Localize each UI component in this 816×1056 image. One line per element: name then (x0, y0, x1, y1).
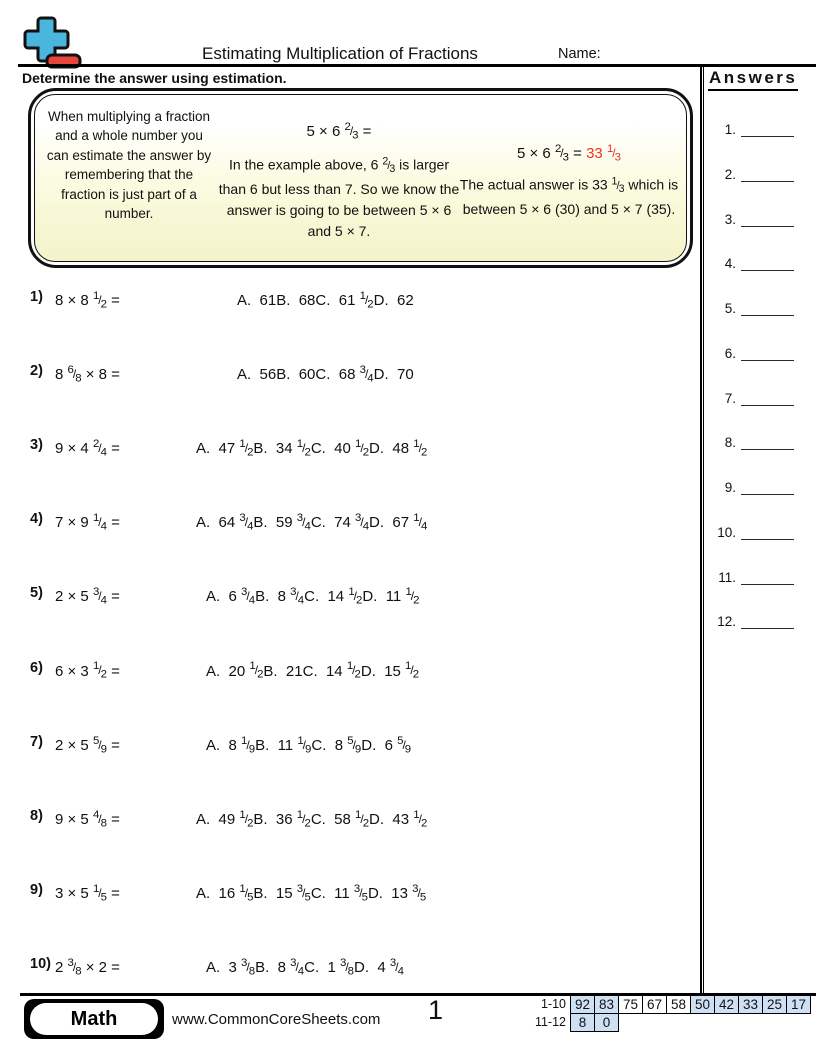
answer-blank-line (741, 478, 794, 495)
choice-value: 67 $^1$/4 (392, 512, 428, 533)
fraction: $^1$/2 (92, 290, 107, 311)
fraction: $^1$/2 (296, 808, 311, 829)
answer-slot (706, 298, 794, 316)
choice-label: A. (196, 810, 219, 828)
fraction: $^1$/2 (92, 660, 107, 681)
score-table (522, 995, 811, 1032)
choice-value: 14 $^1$/2 (325, 660, 361, 681)
fraction: $^1$/2 (296, 438, 311, 459)
question-row (0, 950, 700, 996)
fraction: $^3$/4 (92, 586, 107, 607)
answers-heading: Answers (708, 68, 798, 91)
answer-slot (706, 432, 794, 450)
choice-list (237, 357, 414, 391)
fraction: $^1$/2 (249, 660, 264, 681)
choice-value: 15 $^1$/2 (384, 660, 420, 681)
choice-label: A. (196, 440, 219, 458)
score-cell: 83 (594, 995, 619, 1014)
question-number: 6) (30, 659, 43, 676)
choice-option (367, 882, 427, 903)
answer-blank-line (741, 299, 794, 316)
example-middle-column (215, 95, 463, 241)
question-expression: 8 × 8 $^1$/2 = (55, 290, 120, 311)
choice-label: C. (302, 662, 326, 680)
choice-option (206, 662, 263, 679)
choice-list (196, 876, 426, 910)
question-number: 10) (30, 955, 51, 972)
choice-option (255, 588, 304, 605)
answer-blank-line (741, 120, 794, 137)
fraction: $^3$/4 (296, 512, 311, 533)
question-number: 5) (30, 585, 43, 602)
answer-slot (706, 209, 794, 227)
choice-option (315, 366, 373, 383)
choice-label: B. (253, 440, 276, 458)
website-text: www.CommonCoreSheets.com (172, 1011, 381, 1028)
score-cell: 92 (570, 995, 595, 1014)
fraction: $^1$/5 (92, 882, 107, 903)
choice-option (362, 588, 419, 605)
fraction: $^2$/3 (554, 143, 569, 164)
choice-value: 58 $^1$/2 (334, 808, 370, 829)
fraction: $^1$/2 (355, 808, 370, 829)
header-divider (18, 64, 816, 67)
answer-slot (706, 611, 794, 629)
example-explanation-text: In the example above, 6 $^2$/3 is larger than 6 but less than 7. So we know the answer is going to be between 5 × 6 and 5 × 7. (218, 155, 460, 239)
fraction: $^1$/4 (413, 512, 428, 533)
choice-label: C. (310, 514, 335, 532)
choice-label: C. (304, 588, 328, 606)
fraction: $^1$/2 (413, 808, 428, 829)
fraction: $^1$/5 (239, 882, 254, 903)
choice-label: D. (367, 884, 392, 902)
answers-panel (706, 68, 816, 993)
fraction: $^3$/4 (359, 364, 374, 385)
choice-value: 68 $^3$/4 (338, 364, 374, 385)
example-solved-equation (447, 137, 691, 169)
choice-label: B. (276, 366, 299, 384)
choice-label: A. (196, 514, 219, 532)
choice-option (311, 440, 369, 457)
fraction: $^1$/2 (405, 660, 420, 681)
choice-option (253, 440, 310, 457)
choice-value: 4 $^3$/4 (377, 956, 404, 978)
choice-label: D. (373, 291, 397, 309)
score-cell: 8 (570, 1013, 595, 1032)
fraction: $^1$/3 (606, 143, 621, 164)
fraction: $^5$/9 (347, 734, 362, 755)
choice-option (253, 882, 311, 903)
choice-value: 6 $^5$/9 (384, 734, 412, 755)
fraction: $^3$/4 (290, 586, 305, 607)
choice-option (255, 956, 305, 978)
choice-option (361, 662, 419, 679)
choice-option (304, 956, 355, 978)
fraction: $^3$/4 (389, 956, 404, 978)
choice-value: 56 (259, 366, 277, 384)
choice-list (206, 950, 404, 984)
fraction: $^3$/5 (353, 882, 368, 903)
question-row (0, 505, 700, 551)
choice-option (354, 956, 404, 978)
plus-minus-logo-icon (16, 14, 82, 70)
answer-slot (706, 343, 794, 361)
question-expression: 9 × 5 $^4$/8 = (55, 808, 120, 829)
fraction: $^1$/2 (346, 660, 361, 681)
choice-value: 8 $^1$/9 (228, 734, 256, 755)
choice-label: C. (311, 736, 335, 754)
answer-number: 4. (724, 256, 736, 272)
fraction: $^3$/4 (290, 956, 305, 978)
choice-value: 49 $^1$/2 (218, 808, 254, 829)
choice-value: 34 $^1$/2 (275, 438, 311, 459)
fraction: $^1$/9 (241, 734, 256, 755)
fraction: $^1$/2 (239, 808, 254, 829)
choice-value: 21 (285, 662, 303, 680)
choice-value: 15 $^3$/5 (275, 882, 311, 903)
fraction: $^3$/4 (241, 586, 256, 607)
answer-blank-line (741, 612, 794, 629)
choice-value: 59 $^3$/4 (275, 512, 311, 533)
choice-value: 3 $^3$/8 (228, 956, 256, 978)
choice-option (276, 292, 315, 309)
fraction: $^3$/4 (239, 512, 254, 533)
choice-value: 20 $^1$/2 (228, 660, 264, 681)
score-row (522, 1013, 811, 1032)
example-box (28, 88, 693, 268)
choice-option (276, 366, 315, 383)
choice-value: 16 $^1$/5 (218, 882, 254, 903)
choice-value: 8 $^3$/4 (277, 956, 305, 978)
choice-option (361, 734, 412, 755)
question-expression: 2 × 5 $^5$/9 = (55, 734, 120, 755)
choice-option (206, 734, 256, 755)
choice-option (237, 292, 276, 309)
example-solved-answer: 33 $^1$/3 (586, 143, 621, 164)
question-expression: 6 × 3 $^1$/2 = (55, 660, 120, 681)
choice-label: D. (354, 958, 378, 976)
answer-number: 3. (724, 211, 736, 227)
example-solved-prefix: 5 × 6 $^2$/3 = (517, 143, 587, 164)
answer-number: 6. (724, 345, 736, 361)
choice-value: 14 $^1$/2 (327, 586, 363, 607)
choice-list (196, 431, 427, 465)
answer-blank-line (741, 344, 794, 361)
answer-number: 2. (724, 166, 736, 182)
choice-label: B. (253, 810, 276, 828)
question-number: 2) (30, 363, 43, 380)
score-cell: 67 (642, 995, 667, 1014)
score-cell: 33 (738, 995, 763, 1014)
question-row (0, 728, 700, 774)
fraction: $^1$/2 (405, 586, 420, 607)
answer-blank-line (741, 389, 794, 406)
question-row (0, 654, 700, 700)
question-number: 4) (30, 511, 43, 528)
choice-value: 74 $^3$/4 (334, 512, 370, 533)
question-expression: 8 $^6$/8 × 8 = (55, 364, 120, 385)
choice-option (374, 366, 414, 383)
answer-slot (706, 477, 794, 495)
question-number: 9) (30, 881, 43, 898)
choice-option (196, 440, 253, 457)
choice-label: B. (253, 514, 276, 532)
example-intro-text: When multiplying a fraction and a whole number you can estimate the answer by remembering that the fraction is just part of a number. (46, 109, 212, 222)
question-expression: 3 × 5 $^1$/5 = (55, 882, 120, 903)
answer-blank-line (741, 254, 794, 271)
answer-number: 11. (718, 569, 736, 585)
choice-value: 62 (396, 291, 414, 309)
score-cell: 25 (762, 995, 787, 1014)
example-solution-text: The actual answer is 33 $^1$/3 which is between 5 × 6 (30) and 5 × 7 (35). (459, 175, 679, 218)
choice-label: A. (206, 736, 229, 754)
answer-slot (706, 253, 794, 271)
choice-label: C. (310, 810, 335, 828)
choice-option (310, 882, 368, 903)
example-box-inner (34, 94, 687, 262)
choice-option (196, 882, 254, 903)
fraction: $^5$/9 (397, 734, 412, 755)
answer-slot (706, 522, 794, 540)
answer-number: 12. (717, 614, 736, 630)
fraction: $^3$/4 (355, 512, 370, 533)
choice-option (303, 662, 361, 679)
choice-value: 60 (298, 366, 316, 384)
choice-option (310, 808, 370, 829)
choice-option (237, 366, 276, 383)
question-expression: 2 $^3$/8 × 2 = (55, 956, 120, 978)
choice-option (196, 808, 254, 829)
fraction: $^1$/2 (355, 438, 370, 459)
score-cell: 17 (786, 995, 811, 1014)
choice-value: 11 $^1$/9 (277, 734, 312, 755)
answer-number: 8. (724, 435, 736, 451)
choice-option (311, 734, 362, 755)
math-badge-label: Math (30, 1003, 158, 1035)
choice-value: 70 (396, 366, 414, 384)
fraction: $^1$/3 (611, 175, 625, 195)
score-cell: 50 (690, 995, 715, 1014)
choice-value: 1 $^3$/8 (327, 956, 355, 978)
question-number: 3) (30, 437, 43, 454)
fraction: $^3$/8 (67, 956, 82, 978)
choice-value: 61 $^1$/2 (338, 290, 374, 311)
choice-list (196, 505, 427, 539)
choice-label: C. (315, 291, 339, 309)
choice-label: C. (315, 366, 339, 384)
choice-label: A. (196, 884, 219, 902)
choice-value: 61 (259, 291, 277, 309)
choice-list (206, 579, 419, 613)
fraction: $^4$/8 (92, 808, 107, 829)
score-row (522, 995, 811, 1014)
page-title: Estimating Multiplication of Fractions (202, 44, 478, 63)
choice-label: A. (237, 366, 260, 384)
choice-option (304, 588, 362, 605)
answer-blank-line (741, 523, 794, 540)
choice-label: B. (255, 588, 278, 606)
choice-value: 13 $^3$/5 (391, 882, 427, 903)
choice-label: D. (373, 366, 397, 384)
question-number: 8) (30, 807, 43, 824)
choice-value: 11 $^1$/2 (385, 586, 420, 607)
choice-value: 6 $^3$/4 (228, 586, 256, 607)
fraction: $^1$/9 (297, 734, 312, 755)
choice-value: 48 $^1$/2 (392, 438, 428, 459)
choice-value: 11 $^3$/5 (334, 882, 368, 903)
answer-number: 10. (717, 524, 736, 540)
answer-number: 7. (724, 390, 736, 406)
choice-label: B. (255, 958, 278, 976)
choice-label: D. (369, 514, 393, 532)
question-row (0, 431, 700, 477)
choice-value: 36 $^1$/2 (275, 808, 311, 829)
example-right-column (447, 95, 691, 220)
answer-slot (706, 164, 794, 182)
choice-label: A. (237, 291, 260, 309)
question-row (0, 283, 700, 329)
fraction: $^5$/9 (92, 734, 107, 755)
choice-label: A. (206, 958, 229, 976)
score-cell: 58 (666, 995, 691, 1014)
choice-label: D. (362, 588, 386, 606)
choice-value: 43 $^1$/2 (392, 808, 428, 829)
answer-number: 5. (724, 301, 736, 316)
fraction: $^6$/8 (67, 364, 82, 385)
choice-label: B. (263, 662, 286, 680)
choice-label: B. (276, 291, 299, 309)
fraction: $^1$/2 (359, 290, 374, 311)
fraction: $^3$/5 (296, 882, 311, 903)
answer-number: 1. (724, 122, 736, 137)
answer-blank-line (741, 165, 794, 182)
choice-option (369, 514, 427, 531)
question-row (0, 357, 700, 403)
answer-slot (706, 119, 794, 137)
fraction: $^3$/8 (241, 956, 256, 978)
example-equation: 5 × 6 $^2$/3 = (306, 121, 372, 142)
choice-label: D. (369, 440, 393, 458)
choice-label: A. (206, 588, 229, 606)
choice-option (255, 734, 312, 755)
choice-option (369, 440, 427, 457)
fraction: $^2$/4 (92, 438, 107, 459)
choice-label: C. (310, 884, 335, 902)
choice-option (253, 514, 310, 531)
fraction: $^3$/5 (412, 882, 427, 903)
choice-value: 68 (298, 291, 316, 309)
choice-label: B. (253, 884, 276, 902)
answer-blank-line (741, 433, 794, 450)
choice-option (196, 514, 253, 531)
score-row-label: 11-12 (534, 1015, 566, 1029)
question-number: 7) (30, 733, 43, 750)
question-row (0, 802, 700, 848)
choice-label: D. (361, 736, 385, 754)
fraction: $^1$/4 (92, 512, 107, 533)
choice-value: 8 $^3$/4 (277, 586, 305, 607)
answer-blank-line (741, 568, 794, 585)
choice-value: 8 $^5$/9 (334, 734, 362, 755)
math-badge (24, 999, 164, 1039)
choice-label: D. (369, 810, 393, 828)
choice-list (237, 283, 414, 317)
answer-slot (706, 567, 794, 585)
instruction-text: Determine the answer using estimation. (22, 70, 287, 86)
question-expression: 2 × 5 $^3$/4 = (55, 586, 120, 607)
fraction: $^1$/2 (348, 586, 363, 607)
question-row (0, 579, 700, 625)
answer-slot (706, 388, 794, 406)
question-number: 1) (30, 289, 43, 305)
fraction: $^3$/8 (339, 956, 355, 978)
answers-panel-divider (700, 67, 704, 993)
choice-value: 40 $^1$/2 (334, 438, 370, 459)
score-cell: 42 (714, 995, 739, 1014)
choice-list (206, 728, 411, 762)
choice-label: A. (206, 662, 229, 680)
choice-label: C. (304, 958, 328, 976)
choice-list (196, 802, 427, 836)
choice-label: B. (255, 736, 278, 754)
question-expression: 9 × 4 $^2$/4 = (55, 438, 120, 459)
choice-option (311, 514, 369, 531)
answer-blank-line (741, 210, 794, 227)
score-cell: 0 (594, 1013, 619, 1032)
question-row (0, 876, 700, 922)
choice-option (253, 808, 311, 829)
choice-list (206, 654, 419, 688)
score-cell: 75 (618, 995, 643, 1014)
choice-label: D. (360, 662, 385, 680)
choice-value: 47 $^1$/2 (218, 438, 254, 459)
fraction: $^2$/3 (382, 155, 396, 175)
score-row-label: 1-10 (540, 997, 566, 1011)
question-expression: 7 × 9 $^1$/4 = (55, 512, 120, 533)
choice-option (374, 292, 414, 309)
choice-option (263, 662, 302, 679)
choice-label: C. (310, 440, 335, 458)
choice-option (315, 292, 373, 309)
fraction: $^1$/2 (413, 438, 428, 459)
choice-value: 64 $^3$/4 (218, 512, 254, 533)
fraction: $^1$/2 (239, 438, 254, 459)
name-label: Name: (558, 46, 601, 62)
fraction: $^2$/3 (344, 121, 359, 142)
answer-number: 9. (724, 480, 736, 495)
choice-option (206, 956, 256, 978)
choice-option (206, 588, 255, 605)
page-number: 1 (428, 995, 444, 1025)
choice-option (369, 808, 428, 829)
